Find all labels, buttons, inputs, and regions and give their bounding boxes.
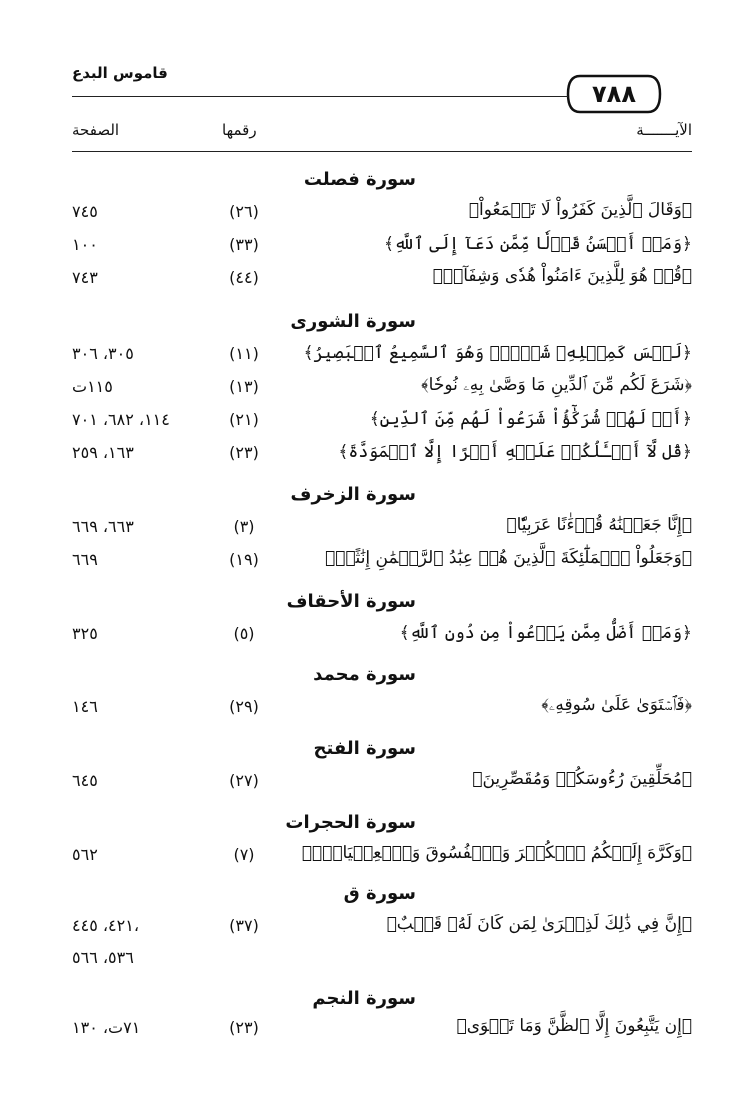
surah-title: سورة الفتح	[313, 738, 416, 759]
verse-text: ﴿وَجَعَلُواْ ٱلۡمَلَٰٓئِكَةَ ٱلَّذِينَ هُمۡ عِبَٰدُ ٱلرَّحۡمَٰنِ إِنَٰثًاۚ﴾	[324, 548, 692, 568]
page-reference: ١٦٣، ٢٥٩	[72, 443, 134, 462]
verse-text: ﴿وَكَرَّهَ إِلَيۡكُمُ ٱلۡكُفۡرَ وَٱلۡفُسُوقَ وَٱلۡعِصۡيَانَۚ﴾	[301, 843, 692, 863]
verse-text: ﴿لَيۡسَ كَمِثۡلِهِۦ شَيۡءٞۖ وَهُوَ ٱلسَّمِيعُ ٱلۡبَصِيرُ﴾	[303, 343, 692, 363]
verse-text: ﴿وَقَالَ ٱلَّذِينَ كَفَرُواْ لَا تَسۡمَعُواْ﴾	[468, 200, 692, 220]
page-reference: ٦٦٩	[72, 550, 98, 569]
verse-number: (٧)	[233, 845, 255, 864]
page-reference: ٦٦٣، ٦٦٩	[72, 517, 134, 536]
page-reference: ٦٤٥	[72, 771, 98, 790]
surah-title: سورة الحجرات	[285, 812, 416, 833]
page-reference: ١١٤، ٦٨٢، ٧٠١	[72, 410, 170, 429]
surah-title: سورة ق	[343, 883, 416, 904]
page-reference: ٥٦٢	[72, 845, 98, 864]
page-reference: ١١٥ت	[72, 377, 113, 396]
verse-text: ﴿وَمَنۡ أَحۡسَنُ قَوۡلٗا مِّمَّن دَعَآ إِلَى ٱللَّهِ﴾	[384, 234, 692, 254]
page-number: ٧٨٨	[592, 80, 636, 108]
verse-number: (٤٤)	[229, 268, 259, 287]
verse-number: (١٣)	[229, 377, 259, 396]
page-reference: ١٤٦	[72, 697, 98, 716]
verse-text: ﴿مُحَلِّقِينَ رُءُوسَكُمۡ وَمُقَصِّرِينَ﴾	[472, 769, 692, 789]
verse-text: ﴿قُل لَّآ أَسۡـَٔلُكُمۡ عَلَيۡهِ أَجۡرًا إِلَّا ٱلۡمَوَدَّةَ﴾	[338, 442, 692, 462]
verse-text: ﴿وَمَنۡ أَضَلُّ مِمَّن يَدۡعُواْ مِن دُونِ ٱللَّهِ﴾	[399, 623, 692, 643]
verse-number: (١١)	[229, 344, 259, 363]
verse-number: (٢٣)	[229, 1018, 259, 1037]
surah-title: سورة الزخرف	[290, 484, 416, 505]
page-reference: ٤٢١، ٤٤٥،	[72, 916, 139, 935]
verse-text: ﴿إِنَّ فِي ذَٰلِكَ لَذِكۡرَىٰ لِمَن كَانَ لَهُۥ قَلۡبٌ﴾	[386, 914, 692, 934]
surah-title: سورة الأحقاف	[286, 591, 416, 612]
page-reference: ٧١ت، ١٣٠	[72, 1018, 141, 1037]
book-title: قاموس البدع	[72, 64, 168, 82]
verse-text: ﴿إِن يَتَّبِعُونَ إِلَّا ٱلظَّنَّ وَمَا تَهۡوَى﴾	[456, 1016, 692, 1036]
surah-title: سورة فصلت	[303, 169, 416, 190]
verse-number: (٥)	[233, 624, 255, 643]
column-header-rule	[72, 151, 692, 152]
page-reference: ١٠٠	[72, 235, 98, 254]
verse-text: ﴿شَرَعَ لَكُم مِّنَ ٱلدِّينِ مَا وَصَّىٰ بِهِۦ نُوحٗا﴾	[421, 375, 692, 395]
surah-title: سورة النجم	[312, 988, 416, 1009]
verse-text: ﴿قُلۡ هُوَ لِلَّذِينَ ءَامَنُواْ هُدٗى وَشِفَآءٞ﴾	[432, 266, 692, 286]
page-reference-continued: ٥٣٦، ٥٦٦	[72, 948, 134, 967]
verse-text: ﴿فَٱسۡتَوَىٰ عَلَىٰ سُوقِهِۦ﴾	[541, 695, 692, 715]
column-header-page: الصفحة	[72, 121, 120, 139]
verse-number: (٢١)	[229, 410, 259, 429]
page-reference: ٣٢٥	[72, 624, 98, 643]
page-reference: ٣٠٥، ٣٠٦	[72, 344, 134, 363]
page-number-badge	[566, 72, 662, 116]
column-header-number: رقمها	[222, 121, 257, 139]
verse-number: (٢٧)	[229, 771, 259, 790]
verse-number: (٣)	[233, 517, 255, 536]
page-reference: ٧٤٣	[72, 268, 98, 287]
verse-text: ﴿إِنَّا جَعَلۡنَٰهُ قُرۡءَٰنًا عَرَبِيّٗا﴾	[506, 515, 692, 535]
verse-number: (١٩)	[229, 550, 259, 569]
verse-number: (٢٩)	[229, 697, 259, 716]
column-header-verse: الآيـــــــة	[636, 121, 692, 139]
verse-text: ﴿أَمۡ لَهُمۡ شُرَكَٰٓؤُاْ شَرَعُواْ لَهُم مِّنَ ٱلدِّينِ﴾	[369, 409, 692, 429]
verse-number: (٢٦)	[229, 202, 259, 221]
verse-number: (٣٧)	[229, 916, 259, 935]
verse-number: (٢٣)	[229, 443, 259, 462]
verse-number: (٣٣)	[229, 235, 259, 254]
page-reference: ٧٤٥	[72, 202, 98, 221]
surah-title: سورة محمد	[313, 664, 416, 685]
surah-title: سورة الشورى	[290, 311, 416, 332]
header-rule	[72, 96, 568, 97]
